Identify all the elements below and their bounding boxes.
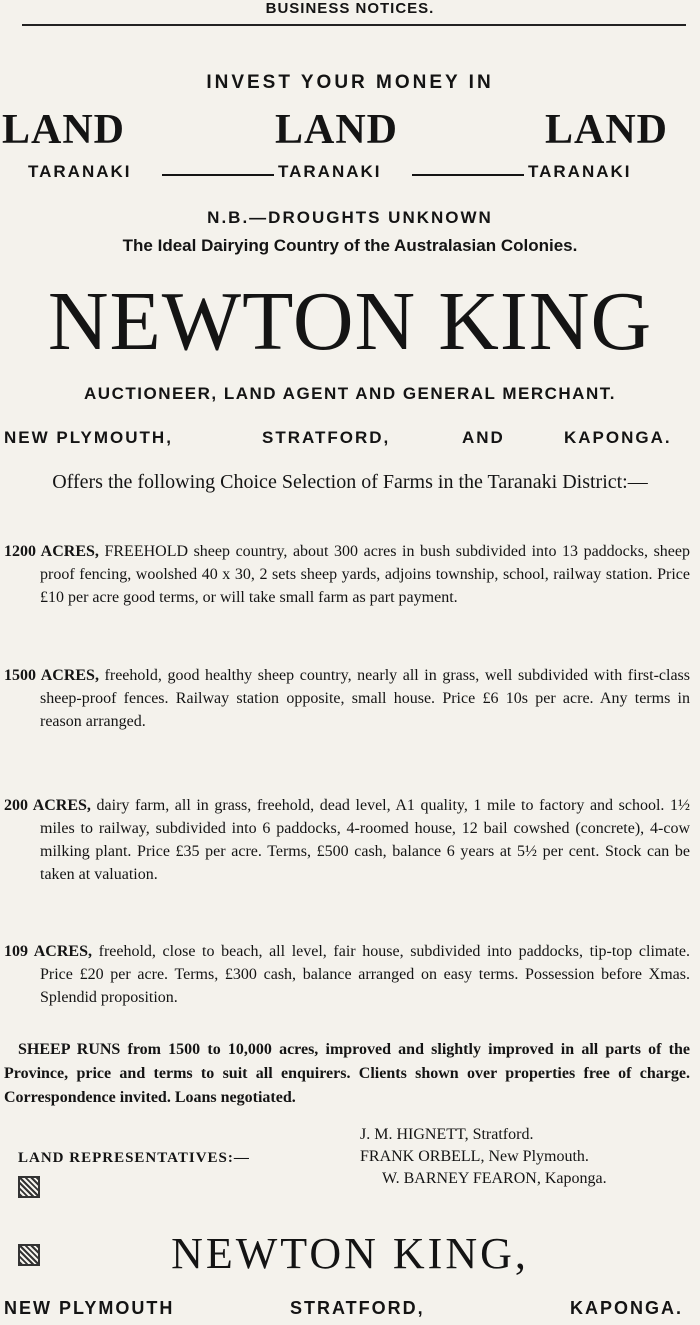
land-word: LAND xyxy=(545,107,669,153)
listing-1200-acres xyxy=(4,540,690,609)
header-rule xyxy=(22,24,686,26)
representatives-list xyxy=(360,1124,700,1190)
representatives-label: LAND REPRESENTATIVES:— xyxy=(18,1150,250,1166)
listing-acres: 1500 ACRES, xyxy=(4,667,99,684)
footer-town-name: NEW PLYMOUTH xyxy=(4,1298,175,1318)
representative-name: FRANK ORBELL, New Plymouth. xyxy=(360,1148,589,1165)
representative-name: W. BARNEY FEARON, Kaponga. xyxy=(382,1170,607,1187)
section-header: BUSINESS NOTICES. xyxy=(265,0,435,17)
taranaki-word: TARANAKI xyxy=(528,162,632,181)
dash-rule xyxy=(412,174,524,176)
towns-row xyxy=(0,428,700,452)
listing-1500-acres xyxy=(4,664,690,733)
footer-company-name: NEWTON KING, xyxy=(171,1229,529,1278)
taranaki-row xyxy=(28,162,668,186)
town-name: AND xyxy=(462,428,505,447)
town-name: STRATFORD, xyxy=(262,428,391,447)
listing-acres: 200 ACRES, xyxy=(4,797,91,814)
sheep-runs-paragraph: SHEEP RUNS from 1500 to 10,000 acres, improved and slightly improved in all parts of the Province, price and terms to suit all enquirers. Clients shown over properties free of charge. Correspondence invited. Loans negotiated. xyxy=(4,1041,690,1106)
offers-line: Offers the following Choice Selection of Farms in the Taranaki District:— xyxy=(52,471,648,493)
dash-rule xyxy=(162,174,274,176)
ideal-tagline: The Ideal Dairying Country of the Australasian Colonies. xyxy=(122,236,578,255)
listing-text: dairy farm, all in grass, freehold, dead level, A1 quality, 1 mile to factory and school. 1½ miles to railway, subdivided into 6 paddocks, 4-roomed house, 12 bail cowshed (concrete), 4-cow milking plant. Price £35 per acre. Terms, £500 cash, balance 6 years at 5½ per cent. Stock can be taken at valuation. xyxy=(40,797,690,883)
town-name: NEW PLYMOUTH, xyxy=(4,428,173,447)
listing-acres: 109 ACRES, xyxy=(4,943,92,960)
land-word: LAND xyxy=(275,107,399,153)
town-name: KAPONGA. xyxy=(564,428,672,447)
invest-heading: INVEST YOUR MONEY IN xyxy=(206,72,494,93)
taranaki-word: TARANAKI xyxy=(278,162,382,181)
listing-text: freehold, close to beach, all level, fair house, subdivided into paddocks, tip-top climate. Price £20 per acre. Terms, £300 cash, balance arranged on easy terms. Possession before Xmas. Splendid proposition. xyxy=(40,943,691,1006)
land-word: LAND xyxy=(2,107,126,153)
listing-acres: 1200 ACRES, xyxy=(4,543,99,560)
footer-town-name: KAPONGA. xyxy=(570,1298,684,1318)
footer-town-name: STRATFORD, xyxy=(290,1298,425,1318)
footer-towns-row xyxy=(0,1298,700,1322)
profession-line: AUCTIONEER, LAND AGENT AND GENERAL MERCHANT. xyxy=(84,384,616,403)
nb-notice: N.B.—DROUGHTS UNKNOWN xyxy=(207,208,493,227)
listing-109-acres xyxy=(4,940,690,1009)
representative-name: J. M. HIGNETT, Stratford. xyxy=(360,1126,534,1143)
printer-mark-icon xyxy=(18,1176,40,1198)
listing-text: freehold, good healthy sheep country, nearly all in grass, well subdivided with first-class sheep-proof fences. Railway station opposite, small house. Price £6 10s per acre. Any terms in reason arranged. xyxy=(40,667,691,730)
land-row xyxy=(0,106,700,154)
listing-200-acres xyxy=(4,794,690,886)
company-name: NEWTON KING xyxy=(47,275,653,368)
listing-text: FREEHOLD sheep country, about 300 acres in bush subdivided into 13 paddocks, sheep proof fencing, woolshed 40 x 30, 2 sets sheep yards, adjoins township, school, railway station. Price £10 per acre good terms, or will take small farm as part payment. xyxy=(40,543,690,606)
taranaki-word: TARANAKI xyxy=(28,162,132,181)
